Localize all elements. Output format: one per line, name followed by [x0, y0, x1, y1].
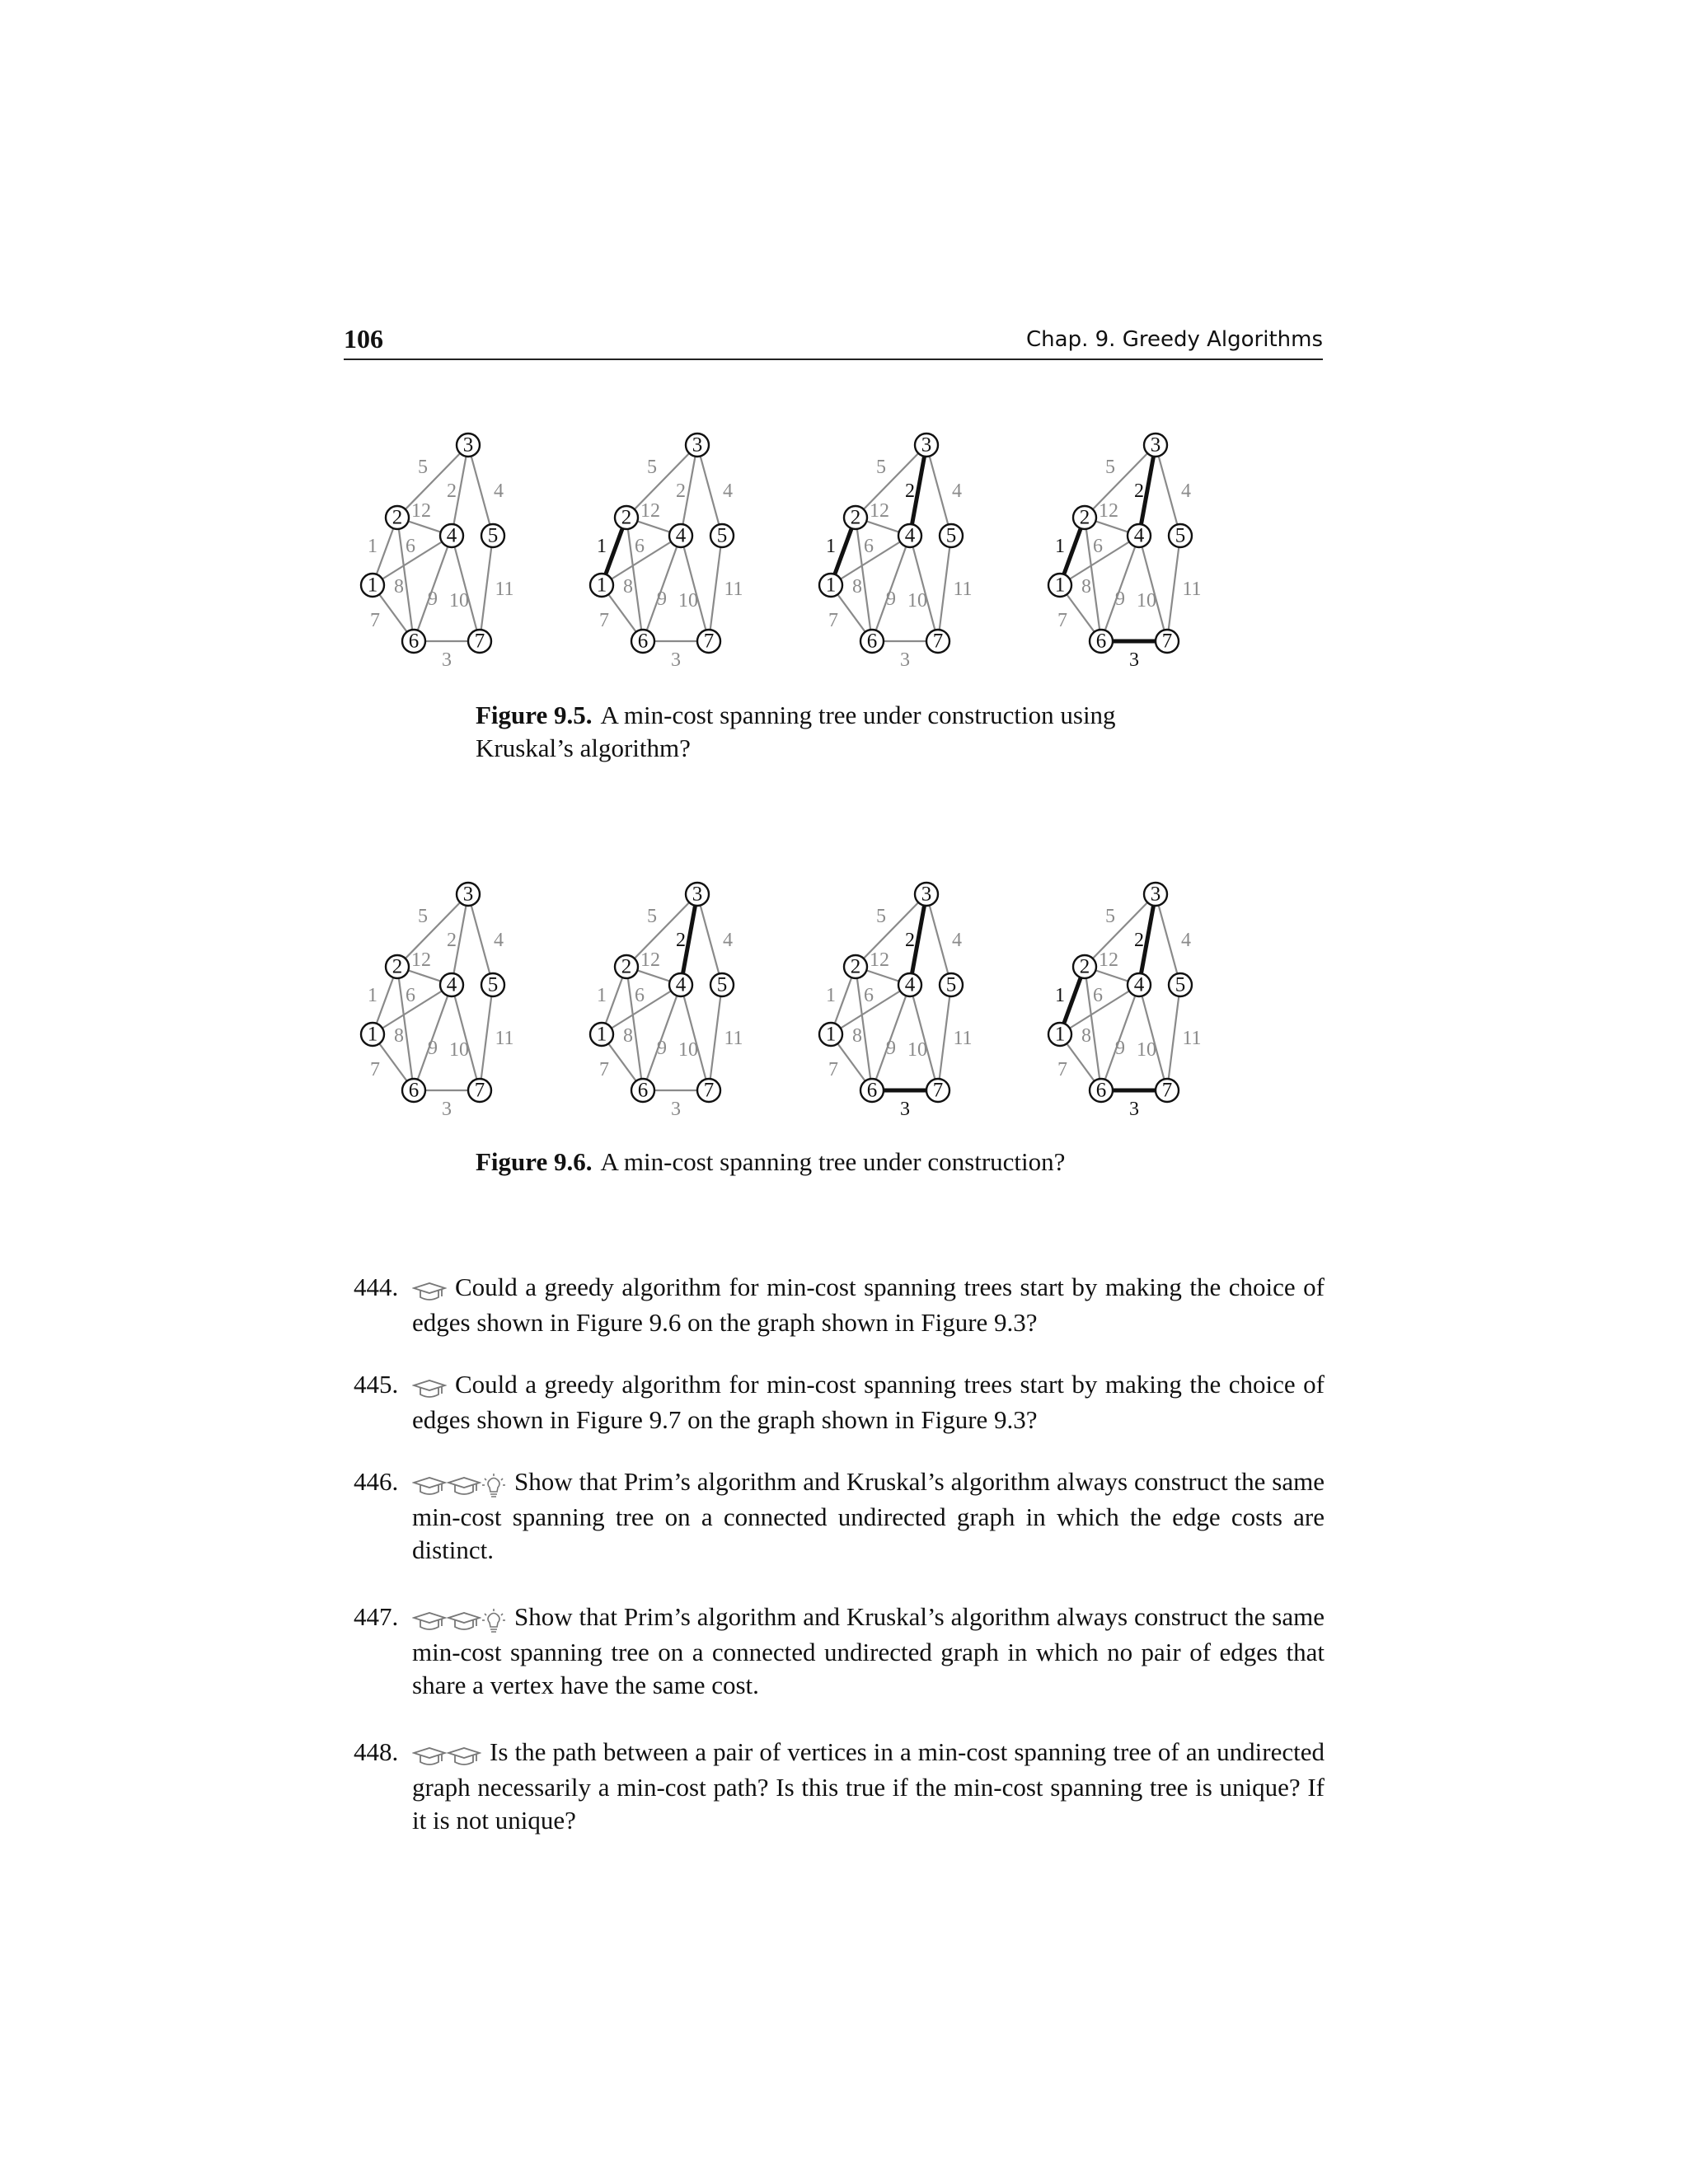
vertex-label: 5 [945, 524, 957, 547]
edge-weight-label: 3 [1129, 1099, 1139, 1120]
graph-svg [813, 420, 1043, 671]
edge-weight-label: 11 [1182, 1028, 1202, 1049]
mortarboard-icon [447, 1476, 481, 1497]
edge-5-7 [480, 536, 493, 641]
vertex-4 [669, 973, 692, 996]
figure-9-6-graphs [354, 869, 1327, 1120]
page-header [344, 324, 1323, 360]
edge-weight-label: 4 [952, 930, 962, 951]
vertex-label: 7 [474, 1079, 485, 1102]
mortarboard-icon [412, 1379, 447, 1400]
vertex-label: 4 [904, 973, 916, 996]
vertex-4 [440, 973, 463, 996]
vertex-7 [1156, 630, 1179, 653]
exercise-body [412, 1368, 1325, 1436]
edge-weight-label: 8 [394, 1025, 404, 1047]
edge-weight-label: 3 [442, 1099, 452, 1120]
vertex-label: 3 [1150, 434, 1161, 457]
edge-weight-label: 10 [907, 1039, 927, 1061]
vertex-1 [361, 1023, 384, 1046]
vertex-label: 3 [1150, 883, 1161, 906]
vertex-label: 7 [703, 630, 715, 653]
exercise-text: Could a greedy algorithm for min-cost spanning trees start by making the choice of edges shown in Figure 9.7 on the graph shown in Figure 9.3? [412, 1370, 1325, 1434]
edge-5-7 [1167, 536, 1180, 641]
vertex-4 [898, 973, 921, 996]
vertex-label: 5 [487, 524, 499, 547]
vertex-6 [631, 1079, 654, 1102]
edge-4-7 [1139, 985, 1167, 1090]
graph-svg [1042, 869, 1273, 1120]
edge-weight-label: 9 [657, 588, 667, 610]
edge-weight-label: 12 [640, 500, 660, 522]
edge-weight-label: 5 [418, 906, 428, 927]
edge-weight-label: 6 [635, 536, 645, 557]
figure-9-6-text: A min-cost spanning tree under construction? [600, 1147, 1066, 1176]
edge-weight-label: 10 [449, 590, 469, 612]
edge-weight-label: 9 [657, 1038, 667, 1059]
exercise-text: Is the path between a pair of vertices in a min-cost spanning tree of an undirected graph necessarily a min-cost path? Is this true if the min-cost spanning tree is unique? If it is not unique? [412, 1737, 1325, 1835]
edge-weight-label: 4 [494, 480, 504, 502]
exercise-body [412, 1271, 1325, 1339]
edge-weight-label: 2 [447, 930, 457, 951]
vertex-label: 6 [1095, 630, 1107, 653]
vertex-7 [926, 1079, 950, 1102]
edge-weight-label: 2 [447, 480, 457, 502]
vertex-label: 4 [1133, 973, 1145, 996]
edge-weight-label: 7 [599, 610, 609, 631]
edge-weight-label: 8 [394, 576, 404, 598]
vertex-5 [710, 524, 734, 547]
graph-svg [584, 869, 814, 1120]
mortarboard-icon [447, 1611, 481, 1633]
edge-5-7 [709, 985, 722, 1090]
figure-9-5-label: Figure 9.5. [476, 701, 593, 729]
edge-weight-label: 6 [1093, 536, 1103, 557]
lightbulb-icon [481, 1474, 506, 1500]
vertex-label: 4 [1133, 524, 1145, 547]
figure-9-5-caption [476, 699, 1217, 765]
vertex-label: 3 [921, 434, 932, 457]
edge-4-7 [452, 985, 480, 1090]
mortarboard-icon [447, 1746, 481, 1768]
vertex-label: 6 [408, 630, 420, 653]
vertex-3 [686, 883, 709, 906]
edge-5-7 [1167, 985, 1180, 1090]
edge-weight-label: 2 [905, 480, 915, 502]
edge-weight-label: 4 [494, 930, 504, 951]
edge-weight-label: 5 [418, 457, 428, 478]
vertex-label: 5 [487, 973, 499, 996]
edge-weight-label: 2 [905, 930, 915, 951]
edge-weight-label: 7 [1057, 1059, 1067, 1080]
running-head: Chap. 9. Greedy Algorithms [1026, 327, 1323, 352]
vertex-6 [402, 630, 425, 653]
vertex-label: 5 [1175, 524, 1186, 547]
vertex-3 [1144, 883, 1167, 906]
exercise-item [344, 1271, 1325, 1339]
vertex-5 [481, 973, 504, 996]
vertex-3 [915, 883, 938, 906]
edge-3-5 [697, 445, 722, 536]
vertex-label: 5 [945, 973, 957, 996]
vertex-2 [844, 955, 867, 978]
edge-weight-label: 5 [647, 906, 657, 927]
vertex-4 [1128, 973, 1151, 996]
edge-weight-label: 2 [1134, 930, 1144, 951]
exercise-body [412, 1601, 1325, 1702]
vertex-label: 1 [1054, 1023, 1066, 1046]
edge-4-7 [681, 985, 709, 1090]
edge-weight-label: 1 [368, 536, 377, 557]
vertex-label: 4 [675, 524, 687, 547]
edge-weight-label: 1 [368, 985, 377, 1006]
edge-3-5 [468, 894, 493, 985]
vertex-6 [860, 630, 884, 653]
vertex-2 [615, 506, 638, 529]
graph-panel [584, 869, 814, 1120]
vertex-label: 6 [408, 1079, 420, 1102]
vertex-2 [1073, 955, 1096, 978]
exercise-text: Show that Prim’s algorithm and Kruskal’s algorithm always construct the same min-cost spanning tree on a connected undirected graph in which no pair of edges that share a vertex have the same cost. [412, 1602, 1325, 1699]
edge-weight-label: 5 [1105, 457, 1115, 478]
vertex-6 [631, 630, 654, 653]
vertex-2 [386, 955, 409, 978]
edge-weight-label: 2 [676, 930, 686, 951]
vertex-label: 3 [692, 883, 703, 906]
difficulty-icons [412, 1371, 447, 1404]
edge-weight-label: 5 [876, 906, 886, 927]
vertex-label: 2 [850, 506, 861, 529]
edge-weight-label: 4 [1181, 480, 1191, 502]
vertex-7 [468, 630, 491, 653]
edge-4-7 [681, 536, 709, 641]
vertex-label: 2 [1079, 955, 1090, 978]
edge-3-5 [926, 894, 951, 985]
vertex-label: 3 [692, 434, 703, 457]
edge-weight-label: 2 [1134, 480, 1144, 502]
vertex-1 [590, 574, 613, 597]
vertex-1 [590, 1023, 613, 1046]
vertex-4 [1128, 524, 1151, 547]
vertex-label: 2 [1079, 506, 1090, 529]
vertex-5 [481, 524, 504, 547]
vertex-7 [926, 630, 950, 653]
graph-svg [584, 420, 814, 671]
vertex-3 [686, 434, 709, 457]
exercise-number: 446. [354, 1467, 399, 1496]
vertex-4 [898, 524, 921, 547]
exercise-item [344, 1601, 1325, 1702]
edge-weight-label: 5 [1105, 906, 1115, 927]
edge-weight-label: 1 [597, 536, 607, 557]
vertex-label: 6 [1095, 1079, 1107, 1102]
vertex-label: 2 [621, 955, 632, 978]
edge-weight-label: 10 [1137, 590, 1156, 612]
vertex-3 [915, 434, 938, 457]
graph-panel [813, 420, 1043, 671]
vertex-2 [615, 955, 638, 978]
vertex-label: 7 [932, 630, 944, 653]
edge-4-7 [910, 536, 938, 641]
edge-weight-label: 12 [1099, 500, 1118, 522]
edge-weight-label: 11 [724, 1028, 743, 1049]
vertex-1 [819, 1023, 842, 1046]
vertex-1 [361, 574, 384, 597]
vertex-label: 1 [596, 1023, 607, 1046]
edge-weight-label: 9 [428, 1038, 438, 1059]
vertex-label: 4 [446, 973, 457, 996]
edge-weight-label: 3 [900, 1099, 910, 1120]
difficulty-icons [412, 1603, 506, 1636]
vertex-2 [386, 506, 409, 529]
edge-weight-label: 12 [870, 949, 889, 971]
vertex-label: 4 [446, 524, 457, 547]
lightbulb-icon [481, 1609, 506, 1635]
edge-weight-label: 9 [1115, 588, 1125, 610]
edge-weight-label: 6 [635, 985, 645, 1006]
graph-panel [1042, 420, 1273, 671]
edge-weight-label: 3 [442, 649, 452, 671]
edge-weight-label: 8 [623, 1025, 633, 1047]
edge-weight-label: 6 [1093, 985, 1103, 1006]
edge-weight-label: 8 [623, 576, 633, 598]
vertex-7 [1156, 1079, 1179, 1102]
vertex-label: 6 [637, 630, 649, 653]
graph-panel [354, 420, 585, 671]
vertex-label: 1 [367, 1023, 378, 1046]
edge-weight-label: 8 [1081, 1025, 1091, 1047]
vertex-label: 1 [825, 574, 837, 597]
vertex-1 [1048, 1023, 1071, 1046]
vertex-4 [440, 524, 463, 547]
difficulty-icons [412, 1738, 481, 1771]
edge-4-7 [1139, 536, 1167, 641]
edge-weight-label: 3 [1129, 649, 1139, 671]
mortarboard-icon [412, 1476, 447, 1497]
edge-weight-label: 6 [864, 536, 874, 557]
edge-weight-label: 11 [953, 579, 973, 600]
edge-weight-label: 3 [671, 649, 681, 671]
page-number: 106 [344, 324, 383, 354]
vertex-2 [844, 506, 867, 529]
vertex-7 [468, 1079, 491, 1102]
edge-5-7 [480, 985, 493, 1090]
edge-weight-label: 7 [599, 1059, 609, 1080]
edge-weight-label: 11 [953, 1028, 973, 1049]
edge-5-7 [938, 985, 951, 1090]
edge-weight-label: 3 [900, 649, 910, 671]
vertex-label: 6 [866, 1079, 878, 1102]
vertex-3 [457, 883, 480, 906]
vertex-label: 7 [474, 630, 485, 653]
vertex-6 [1090, 630, 1113, 653]
figure-9-6-caption [476, 1146, 1217, 1179]
vertex-label: 6 [637, 1079, 649, 1102]
edge-weight-label: 11 [495, 579, 514, 600]
vertex-6 [1090, 1079, 1113, 1102]
vertex-label: 4 [904, 524, 916, 547]
edge-weight-label: 4 [723, 480, 733, 502]
edge-weight-label: 1 [826, 536, 836, 557]
edge-weight-label: 7 [828, 1059, 838, 1080]
vertex-label: 7 [1161, 1079, 1173, 1102]
edge-weight-label: 7 [370, 1059, 380, 1080]
vertex-5 [940, 973, 963, 996]
edge-weight-label: 10 [1137, 1039, 1156, 1061]
vertex-label: 6 [866, 630, 878, 653]
difficulty-icons [412, 1273, 447, 1306]
edge-weight-label: 11 [1182, 579, 1202, 600]
edge-weight-label: 11 [724, 579, 743, 600]
graph-panel [354, 869, 585, 1120]
edge-weight-label: 7 [828, 610, 838, 631]
vertex-label: 7 [1161, 630, 1173, 653]
edge-weight-label: 2 [676, 480, 686, 502]
figure-9-5-text: A min-cost spanning tree under construction using Kruskal’s algorithm? [476, 701, 1116, 762]
vertex-label: 1 [1054, 574, 1066, 597]
vertex-4 [669, 524, 692, 547]
edge-weight-label: 9 [886, 1038, 896, 1059]
vertex-6 [860, 1079, 884, 1102]
mortarboard-icon [412, 1611, 447, 1633]
exercise-number: 447. [354, 1602, 399, 1631]
vertex-2 [1073, 506, 1096, 529]
edge-weight-label: 4 [1181, 930, 1191, 951]
edge-weight-label: 8 [852, 576, 862, 598]
vertex-7 [697, 630, 720, 653]
edge-weight-label: 1 [1055, 536, 1065, 557]
edge-weight-label: 3 [671, 1099, 681, 1120]
edge-3-5 [926, 445, 951, 536]
exercise-number: 448. [354, 1737, 399, 1766]
edge-3-5 [468, 445, 493, 536]
edge-3-5 [1156, 894, 1180, 985]
edge-weight-label: 12 [411, 500, 431, 522]
vertex-label: 4 [675, 973, 687, 996]
edge-weight-label: 9 [1115, 1038, 1125, 1059]
exercise-number: 445. [354, 1370, 399, 1399]
edge-weight-label: 6 [406, 536, 415, 557]
edge-weight-label: 9 [886, 588, 896, 610]
vertex-3 [457, 434, 480, 457]
graph-svg [354, 420, 585, 671]
exercise-item [344, 1465, 1325, 1567]
vertex-label: 5 [716, 524, 728, 547]
vertex-3 [1144, 434, 1167, 457]
vertex-5 [1169, 973, 1192, 996]
edge-4-7 [452, 536, 480, 641]
vertex-label: 2 [392, 955, 403, 978]
edge-weight-label: 12 [640, 949, 660, 971]
edge-3-5 [1156, 445, 1180, 536]
graph-panel [1042, 869, 1273, 1120]
vertex-label: 3 [462, 883, 474, 906]
exercise-item [344, 1736, 1325, 1837]
vertex-label: 7 [932, 1079, 944, 1102]
exercise-number: 444. [354, 1272, 399, 1301]
edge-weight-label: 10 [678, 590, 698, 612]
mortarboard-icon [412, 1746, 447, 1768]
vertex-label: 2 [621, 506, 632, 529]
vertex-label: 2 [850, 955, 861, 978]
vertex-label: 1 [367, 574, 378, 597]
vertex-5 [1169, 524, 1192, 547]
edge-5-7 [709, 536, 722, 641]
graph-svg [813, 869, 1043, 1120]
vertex-label: 1 [596, 574, 607, 597]
vertex-label: 1 [825, 1023, 837, 1046]
vertex-7 [697, 1079, 720, 1102]
graph-panel [813, 869, 1043, 1120]
edge-weight-label: 7 [370, 610, 380, 631]
edge-weight-label: 8 [1081, 576, 1091, 598]
edge-weight-label: 6 [864, 985, 874, 1006]
vertex-label: 3 [921, 883, 932, 906]
edge-weight-label: 10 [449, 1039, 469, 1061]
figure-9-5-graphs [354, 420, 1327, 671]
edge-weight-label: 9 [428, 588, 438, 610]
exercise-body [412, 1465, 1325, 1567]
edge-weight-label: 1 [1055, 985, 1065, 1006]
edge-5-7 [938, 536, 951, 641]
edge-weight-label: 1 [597, 985, 607, 1006]
vertex-5 [940, 524, 963, 547]
vertex-label: 5 [1175, 973, 1186, 996]
mortarboard-icon [412, 1282, 447, 1303]
edge-weight-label: 7 [1057, 610, 1067, 631]
edge-weight-label: 12 [411, 949, 431, 971]
difficulty-icons [412, 1468, 506, 1501]
edge-4-7 [910, 985, 938, 1090]
graph-panel [584, 420, 814, 671]
vertex-6 [402, 1079, 425, 1102]
edge-weight-label: 4 [952, 480, 962, 502]
vertex-1 [819, 574, 842, 597]
edge-weight-label: 4 [723, 930, 733, 951]
graph-svg [354, 869, 585, 1120]
edge-weight-label: 10 [678, 1039, 698, 1061]
exercise-text: Could a greedy algorithm for min-cost spanning trees start by making the choice of edges shown in Figure 9.6 on the graph shown in Figure 9.3? [412, 1272, 1325, 1337]
edge-3-5 [697, 894, 722, 985]
edge-weight-label: 6 [406, 985, 415, 1006]
edge-weight-label: 10 [907, 590, 927, 612]
edge-weight-label: 8 [852, 1025, 862, 1047]
vertex-5 [710, 973, 734, 996]
edge-weight-label: 11 [495, 1028, 514, 1049]
exercise-body [412, 1736, 1325, 1837]
edge-weight-label: 12 [870, 500, 889, 522]
exercise-item [344, 1368, 1325, 1436]
edge-weight-label: 5 [876, 457, 886, 478]
vertex-label: 7 [703, 1079, 715, 1102]
edge-weight-label: 12 [1099, 949, 1118, 971]
graph-svg [1042, 420, 1273, 671]
vertex-label: 2 [392, 506, 403, 529]
edge-weight-label: 1 [826, 985, 836, 1006]
vertex-label: 5 [716, 973, 728, 996]
figure-9-6-label: Figure 9.6. [476, 1147, 593, 1176]
vertex-1 [1048, 574, 1071, 597]
exercise-text: Show that Prim’s algorithm and Kruskal’s algorithm always construct the same min-cost spanning tree on a connected undirected graph in which the edge costs are distinct. [412, 1467, 1325, 1564]
vertex-label: 3 [462, 434, 474, 457]
edge-weight-label: 5 [647, 457, 657, 478]
